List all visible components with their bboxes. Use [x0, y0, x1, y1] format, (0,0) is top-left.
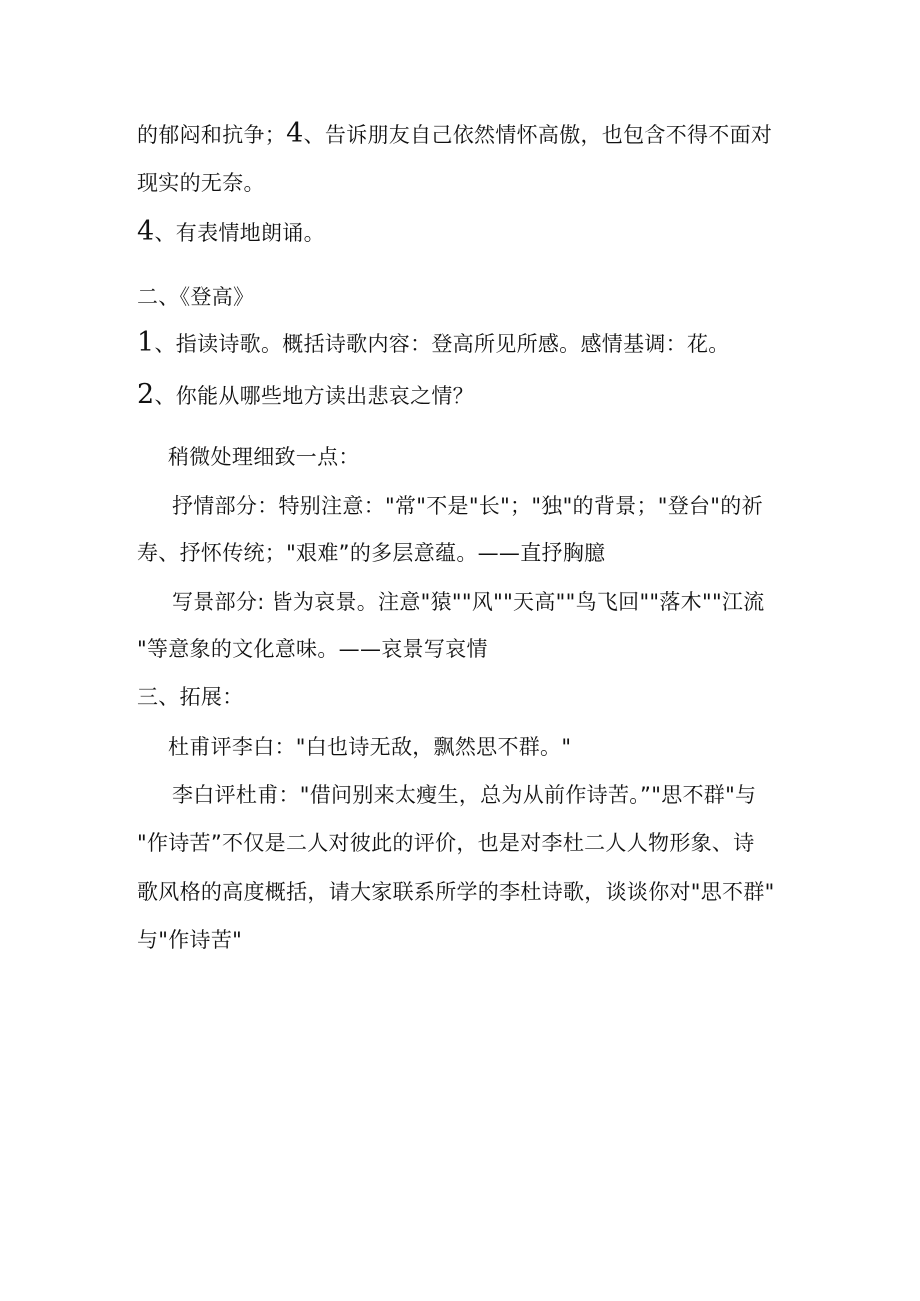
item-number: 2 [137, 379, 155, 410]
line-text: 、你能从哪些地方读出悲哀之情？ [154, 384, 474, 408]
line-text: 杜甫评李白："白也诗无敌，飘然思不群。" [168, 735, 572, 759]
text-line-15 [137, 828, 755, 858]
text-line-8 [172, 491, 763, 521]
text-line-3 [137, 217, 325, 248]
section-heading-3 [137, 682, 244, 712]
line-text: 稍微处理细致一点： [168, 445, 360, 469]
section-heading-2 [137, 282, 254, 312]
line-text: 、有表情地朗诵。 [154, 221, 325, 245]
item-number: 4 [286, 118, 304, 149]
line-text: 现实的无奈。 [137, 171, 265, 195]
item-number: 1 [137, 327, 155, 358]
line-text: 歌风格的高度概括，请大家联系所学的李杜诗歌，谈谈你对"思不群" [137, 880, 775, 904]
text-line-10 [172, 587, 765, 617]
text-line-6 [137, 380, 474, 411]
line-text: "等意象的文化意味。——哀景写哀情 [137, 637, 488, 661]
text-line-17 [137, 925, 242, 955]
line-text: 寿、抒怀传统；"艰难”的多层意蕴。——直抒胸臆 [137, 541, 606, 565]
text-line-7 [168, 442, 360, 472]
line-text: 、指读诗歌。概括诗歌内容：登高所见所感。感情基调：花。 [154, 332, 730, 356]
text-line-14 [172, 780, 756, 810]
text-line-5 [137, 328, 730, 359]
text-line-9 [137, 538, 605, 568]
line-text: 、告诉朋友自己依然情怀高傲，也包含不得不面对 [303, 123, 773, 147]
line-text: "作诗苦”不仅是二人对彼此的评价，也是对李杜二人人物形象、诗 [137, 831, 755, 855]
text-line-13 [168, 732, 571, 762]
text-line-11 [137, 634, 488, 664]
line-text: 与"作诗苦" [137, 928, 243, 952]
line-text: 的郁闷和抗争； [137, 123, 287, 147]
text-line-2 [137, 168, 265, 198]
line-text: 写景部分: 皆为哀景。注意"猿""风""天高""鸟飞回""落木""江流 [172, 590, 765, 614]
heading-text: 三、拓展： [137, 685, 244, 709]
text-line-1 [137, 119, 772, 150]
line-text: 抒情部分：特别注意："常"不是"长"；"独"的背景；"登台"的祈 [172, 494, 763, 518]
line-text: 李白评杜甫："借问别来太瘦生，总为从前作诗苦。”"思不群"与 [172, 783, 757, 807]
heading-text: 二、《登高》 [137, 285, 255, 309]
text-line-16 [137, 877, 775, 907]
item-number: 4 [137, 216, 155, 247]
